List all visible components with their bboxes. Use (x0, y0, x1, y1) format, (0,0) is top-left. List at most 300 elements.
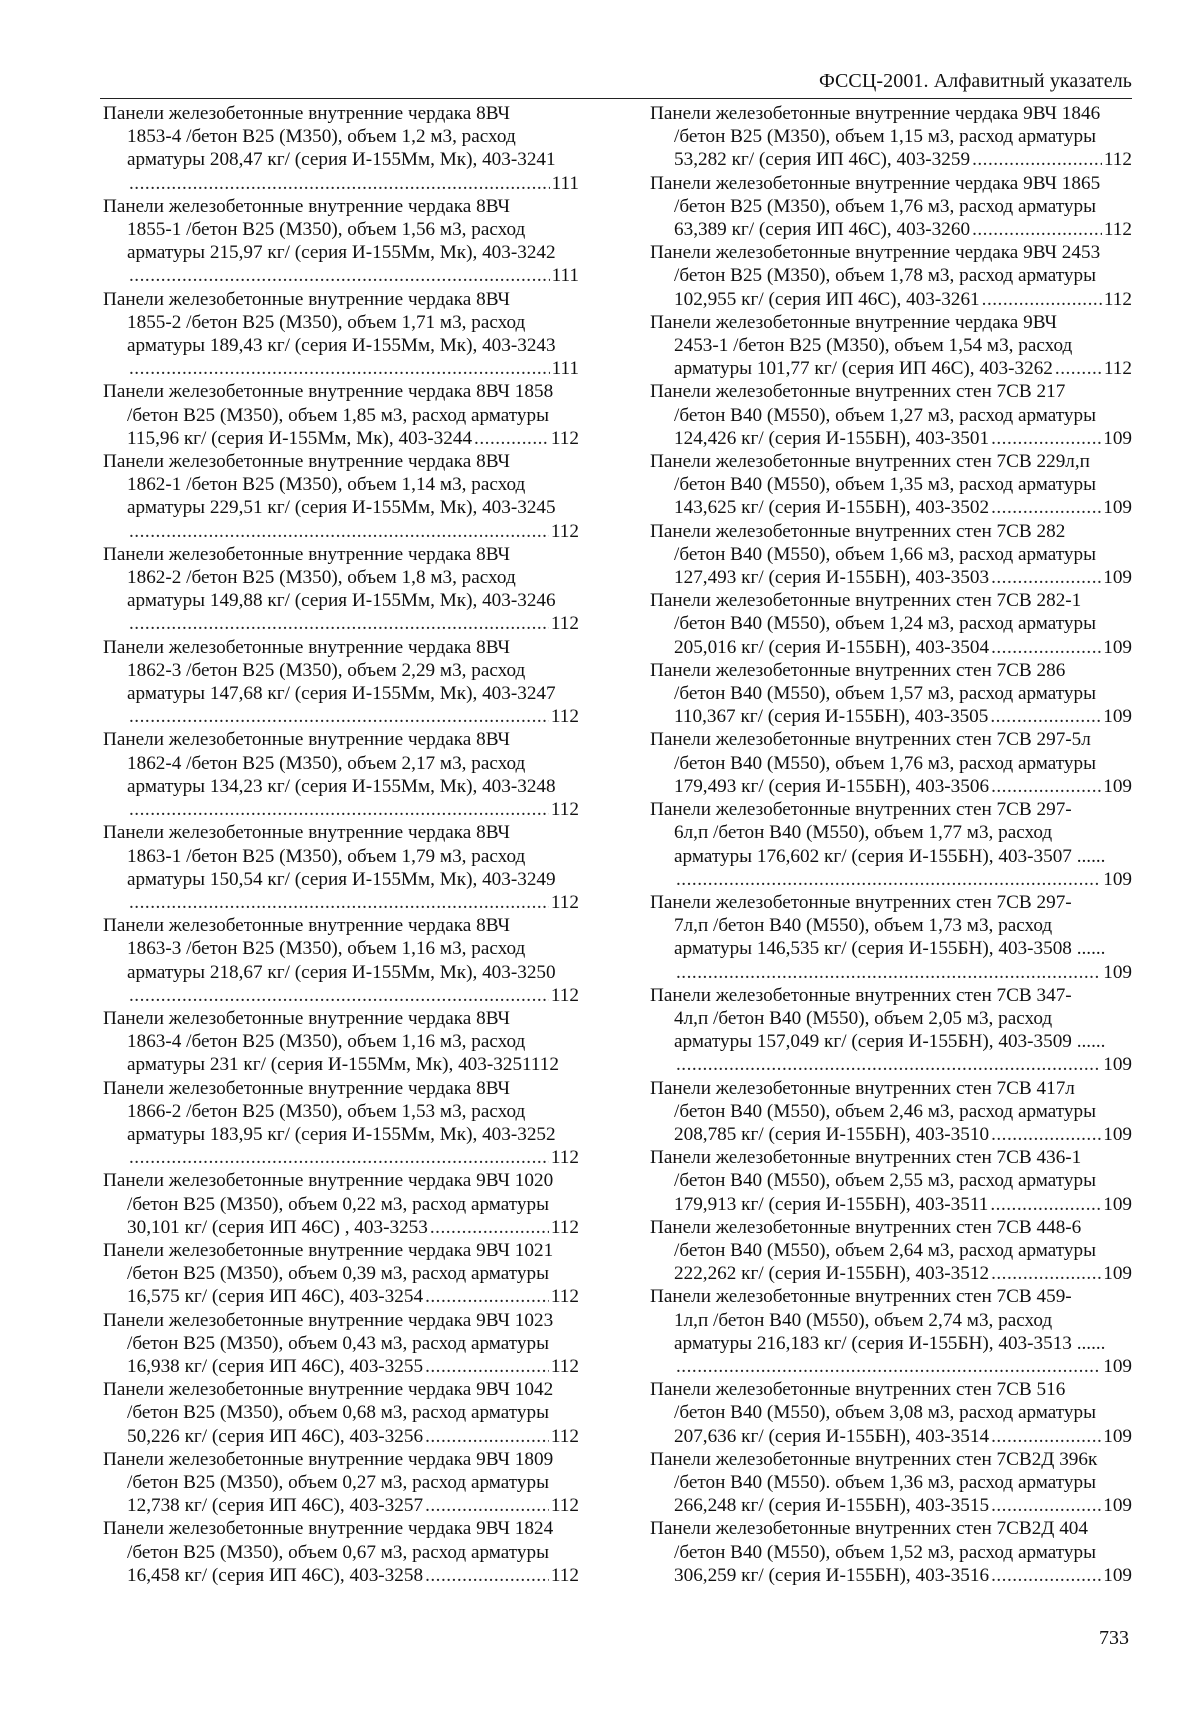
entry-line (650, 868, 1132, 891)
entry-text: Панели железобетонные внутренние чердака 9ВЧ (650, 311, 1058, 333)
entry-text: Панели железобетонные внутренних стен 7СВ 297-5л (650, 729, 1091, 751)
entry-text: арматуры 146,535 кг/ (серия И-155БН), 403-3508 ...... (674, 938, 1106, 960)
dot-leader (991, 496, 1101, 519)
page-number: 733 (1099, 1627, 1129, 1649)
entry-page: 112 (550, 1425, 579, 1447)
entry-page: 109 (1103, 427, 1132, 449)
entry-page: 112 (550, 1495, 579, 1517)
entry-text: /бетон В40 (М550), объем 1,57 м3, расход арматуры (674, 683, 1097, 705)
entry-text: Панели железобетонные внутренние чердака 8ВЧ 1858 (103, 381, 554, 403)
entry-text: 1866-2 /бетон В25 (М350), объем 1,53 м3, расход (127, 1100, 526, 1122)
entry-text: /бетон В40 (М550), объем 1,35 м3, расход арматуры (674, 474, 1097, 496)
entry-line (103, 1100, 579, 1123)
entry-line (650, 427, 1132, 450)
entry-text: Панели железобетонные внутренних стен 7СВ 516 (650, 1379, 1066, 1401)
index-entry (650, 891, 1132, 984)
index-entry (650, 1146, 1132, 1216)
entry-line (650, 1169, 1132, 1192)
entry-line (650, 1541, 1132, 1564)
index-entry (103, 1239, 579, 1309)
entry-line (650, 311, 1132, 334)
dot-leader (129, 798, 549, 821)
entry-text: /бетон В40 (М550), объем 1,76 м3, расход арматуры (674, 752, 1097, 774)
entry-text: 115,96 кг/ (серия И-155Мм, Мк), 403-3244 (127, 427, 473, 449)
entry-text: Панели железобетонные внутренние чердака 9ВЧ 1809 (103, 1448, 554, 1470)
entry-line (103, 288, 579, 311)
entry-text: 179,913 кг/ (серия И-155БН), 403-3511 (674, 1193, 989, 1215)
entry-line (650, 984, 1132, 1007)
entry-line (103, 1309, 579, 1332)
dot-leader (425, 1425, 549, 1448)
dot-leader (430, 1216, 549, 1239)
index-entry (103, 636, 579, 729)
entry-line (650, 1448, 1132, 1471)
entry-line (103, 473, 579, 496)
index-entry (103, 728, 579, 821)
entry-text: /бетон В40 (М550), объем 1,52 м3, расход арматуры (674, 1541, 1097, 1563)
entry-text: Панели железобетонные внутренних стен 7СВ 297- (650, 891, 1072, 913)
entry-line (103, 775, 579, 798)
entry-text: арматуры 189,43 кг/ (серия И-155Мм, Мк), 403-3243 (127, 335, 556, 357)
entry-text: Панели железобетонные внутренних стен 7СВ 347- (650, 984, 1072, 1006)
entry-text: Панели железобетонные внутренних стен 7СВ2Д 396к (650, 1448, 1098, 1470)
dot-leader (990, 705, 1101, 728)
dot-leader (474, 427, 549, 450)
entry-line (650, 1378, 1132, 1401)
index-column-right (650, 102, 1132, 1587)
entry-text: 1862-1 /бетон В25 (М350), объем 1,14 м3, расход (127, 474, 526, 496)
index-entry (650, 1216, 1132, 1286)
entry-line (103, 1564, 579, 1587)
index-entry (650, 589, 1132, 659)
dot-leader (425, 1494, 549, 1517)
entry-text: Панели железобетонные внутренних стен 7СВ 417л (650, 1077, 1075, 1099)
entry-text: 16,938 кг/ (серия ИП 46С), 403-3255 (127, 1355, 424, 1377)
index-entry (103, 914, 579, 1007)
entry-line (650, 1123, 1132, 1146)
entry-page: 112 (550, 1286, 579, 1308)
entry-line (103, 334, 579, 357)
index-entry (650, 450, 1132, 520)
entry-page: 112 (550, 706, 579, 728)
entry-text: Панели железобетонные внутренних стен 7СВ2Д 404 (650, 1518, 1088, 1540)
entry-text: 110,367 кг/ (серия И-155БН), 403-3505 (674, 706, 989, 728)
entry-line (650, 1262, 1132, 1285)
entry-page: 112 (550, 799, 579, 821)
entry-line (103, 1425, 579, 1448)
entry-text: /бетон В40 (М550), объем 1,66 м3, расход арматуры (674, 543, 1097, 565)
entry-text: 1855-1 /бетон В25 (М350), объем 1,56 м3, расход (127, 219, 526, 241)
entry-line (650, 288, 1132, 311)
entry-text: Панели железобетонные внутренние чердака 9ВЧ 1042 (103, 1379, 554, 1401)
entry-line (650, 520, 1132, 543)
entry-line (650, 1425, 1132, 1448)
entry-text: 179,493 кг/ (серия И-155БН), 403-3506 (674, 775, 990, 797)
entry-text: 12,738 кг/ (серия ИП 46С), 403-3257 (127, 1495, 424, 1517)
entry-line (103, 1517, 579, 1540)
entry-line (650, 1494, 1132, 1517)
entry-text: арматуры 183,95 кг/ (серия И-155Мм, Мк), 403-3252 (127, 1123, 556, 1145)
index-entry (650, 241, 1132, 311)
entry-line (650, 891, 1132, 914)
entry-line (650, 589, 1132, 612)
entry-text: 1853-4 /бетон В25 (М350), объем 1,2 м3, расход (127, 126, 516, 148)
index-entry (103, 1169, 579, 1239)
entry-text: 1863-4 /бетон В25 (М350), объем 1,16 м3, расход (127, 1031, 526, 1053)
entry-text: 6л,п /бетон В40 (М550), объем 1,77 м3, расход (674, 822, 1053, 844)
entry-text: арматуры 149,88 кг/ (серия И-155Мм, Мк), 403-3246 (127, 590, 556, 612)
entry-line (650, 496, 1132, 519)
entry-text: 30,101 кг/ (серия ИП 46С) , 403-3253 (127, 1216, 428, 1238)
entry-text: /бетон В25 (М350), объем 0,43 м3, расход арматуры (127, 1332, 550, 1354)
entry-text: /бетон В25 (М350), объем 1,15 м3, расход арматуры (674, 126, 1097, 148)
entry-line (650, 1355, 1132, 1378)
entry-text: арматуры 157,049 кг/ (серия И-155БН), 403-3509 ...... (674, 1031, 1106, 1053)
index-entry (103, 1077, 579, 1170)
entry-text: арматуры 150,54 кг/ (серия И-155Мм, Мк), 403-3249 (127, 868, 556, 890)
entry-page: 109 (1103, 567, 1132, 589)
dot-leader (991, 1425, 1101, 1448)
entry-line (650, 1564, 1132, 1587)
entry-text: Панели железобетонные внутренние чердака 9ВЧ 1021 (103, 1239, 554, 1261)
index-entry (650, 728, 1132, 798)
entry-text: Панели железобетонные внутренние чердака 8ВЧ (103, 195, 511, 217)
entry-page: 112 (550, 520, 579, 542)
entry-line (650, 357, 1132, 380)
index-column-left (103, 102, 579, 1587)
index-entry (103, 195, 579, 288)
entry-text: /бетон В40 (М550), объем 1,27 м3, расход арматуры (674, 404, 1097, 426)
entry-line (103, 1030, 579, 1053)
dot-leader (129, 264, 550, 287)
entry-line (650, 148, 1132, 171)
dot-leader (991, 775, 1101, 798)
entry-line (650, 1239, 1132, 1262)
index-entry (103, 288, 579, 381)
entry-text: Панели железобетонные внутренних стен 7СВ 286 (650, 659, 1066, 681)
entry-text: арматуры 101,77 кг/ (серия ИП 46С), 403-3262 (674, 358, 1053, 380)
entry-text: /бетон В25 (М350), объем 1,78 м3, расход арматуры (674, 265, 1097, 287)
entry-line (103, 1146, 579, 1169)
entry-line (650, 1100, 1132, 1123)
entry-text: Панели железобетонные внутренние чердака 8ВЧ (103, 729, 511, 751)
index-entry (103, 1448, 579, 1518)
entry-text: Панели железобетонные внутренние чердака 9ВЧ 1824 (103, 1518, 554, 1540)
entry-line (103, 404, 579, 427)
entry-page: 109 (1103, 706, 1132, 728)
entry-text: 16,575 кг/ (серия ИП 46С), 403-3254 (127, 1286, 424, 1308)
entry-line (103, 682, 579, 705)
entry-text: 102,955 кг/ (серия ИП 46С), 403-3261 (674, 288, 980, 310)
entry-text: 16,458 кг/ (серия ИП 46С), 403-3258 (127, 1564, 424, 1586)
entry-text: Панели железобетонные внутренние чердака 8ВЧ (103, 103, 511, 124)
entry-line (650, 450, 1132, 473)
entry-page: 109 (1103, 1425, 1132, 1447)
entry-line (103, 752, 579, 775)
entry-text: 53,282 кг/ (серия ИП 46С), 403-3259 (674, 149, 971, 171)
entry-text: /бетон В25 (М350), объем 0,27 м3, расход арматуры (127, 1471, 550, 1493)
entry-page: 109 (1103, 1355, 1132, 1377)
entry-text: арматуры 176,602 кг/ (серия И-155БН), 403-3507 ...... (674, 845, 1106, 867)
entry-line (650, 404, 1132, 427)
dot-leader (129, 984, 549, 1007)
entry-line (103, 1471, 579, 1494)
entry-text: 127,493 кг/ (серия И-155БН), 403-3503 (674, 567, 990, 589)
entry-line (103, 1401, 579, 1424)
entry-line (103, 891, 579, 914)
entry-line (103, 1123, 579, 1146)
entry-page: 109 (1103, 497, 1132, 519)
entry-page: 109 (1103, 636, 1132, 658)
entry-line (650, 172, 1132, 195)
entry-line (650, 914, 1132, 937)
entry-line (650, 543, 1132, 566)
entry-line (650, 845, 1132, 868)
entry-page: 111 (551, 358, 579, 380)
entry-line (650, 1193, 1132, 1216)
dot-leader (991, 566, 1101, 589)
entry-text: арматуры 215,97 кг/ (серия И-155Мм, Мк), 403-3242 (127, 242, 556, 264)
entry-text: /бетон В25 (М350), объем 0,68 м3, расход арматуры (127, 1402, 550, 1424)
entry-page: 112 (1103, 288, 1132, 310)
dot-leader (425, 1564, 549, 1587)
dot-leader (990, 1193, 1101, 1216)
entry-text: арматуры 208,47 кг/ (серия И-155Мм, Мк), 403-3241 (127, 149, 556, 171)
index-entry (650, 1077, 1132, 1147)
entry-line (103, 427, 579, 450)
entry-line (650, 1285, 1132, 1308)
entry-text: 1862-2 /бетон В25 (М350), объем 1,8 м3, расход (127, 567, 516, 589)
dot-leader (676, 868, 1101, 891)
dot-leader (129, 705, 549, 728)
entry-line (650, 682, 1132, 705)
entry-text: Панели железобетонные внутренние чердака 8ВЧ (103, 543, 511, 565)
entry-line (650, 473, 1132, 496)
entry-text: арматуры 147,68 кг/ (серия И-155Мм, Мк), 403-3247 (127, 683, 556, 705)
entry-line (103, 241, 579, 264)
entry-line (103, 937, 579, 960)
dot-leader (1055, 357, 1102, 380)
entry-text: 7л,п /бетон В40 (М550), объем 1,73 м3, расход (674, 915, 1053, 937)
entry-text: /бетон В40 (М550), объем 3,08 м3, расход арматуры (674, 1402, 1097, 1424)
entry-line (650, 1007, 1132, 1030)
entry-line (650, 1146, 1132, 1169)
entry-text: Панели железобетонные внутренние чердака 8ВЧ (103, 822, 511, 844)
entry-page: 109 (1103, 1495, 1132, 1517)
entry-line (650, 125, 1132, 148)
entry-text: 4л,п /бетон В40 (М550), объем 2,05 м3, расход (674, 1007, 1053, 1029)
entry-text: Панели железобетонные внутренние чердака 9ВЧ 1023 (103, 1309, 554, 1331)
entry-text: /бетон В25 (М350), объем 1,85 м3, расход арматуры (127, 404, 550, 426)
entry-text: /бетон В25 (М350), объем 0,22 м3, расход арматуры (127, 1193, 550, 1215)
entry-line (103, 1053, 579, 1076)
entry-text: 63,389 кг/ (серия ИП 46С), 403-3260 (674, 219, 971, 241)
entry-page: 109 (1103, 1263, 1132, 1285)
entry-text: /бетон В40 (М550), объем 2,46 м3, расход арматуры (674, 1100, 1097, 1122)
entry-line (103, 1216, 579, 1239)
index-entry (650, 172, 1132, 242)
entry-text: Панели железобетонные внутренние чердака 8ВЧ (103, 915, 511, 937)
entry-line (650, 961, 1132, 984)
index-entry (650, 1517, 1132, 1587)
index-entry (650, 520, 1132, 590)
entry-line (103, 1541, 579, 1564)
index-entry (103, 1007, 579, 1077)
entry-text: Панели железобетонные внутренние чердака 8ВЧ (103, 1007, 511, 1029)
entry-line (103, 1332, 579, 1355)
entry-text: Панели железобетонные внутренних стен 7СВ 217 (650, 381, 1066, 403)
index-entry (650, 659, 1132, 729)
entry-text: /бетон В40 (М550), объем 1,24 м3, расход арматуры (674, 613, 1097, 635)
entry-line (650, 1030, 1132, 1053)
entry-text: 1863-3 /бетон В25 (М350), объем 1,16 м3, расход (127, 938, 526, 960)
index-entry (103, 1378, 579, 1448)
dot-leader (129, 891, 549, 914)
entry-line (650, 380, 1132, 403)
entry-page: 112 (550, 427, 579, 449)
index-entry (650, 102, 1132, 172)
entry-text: Панели железобетонные внутренние чердака 9ВЧ 2453 (650, 242, 1101, 264)
index-entry (103, 543, 579, 636)
dot-leader (972, 218, 1102, 241)
entry-text: 306,259 кг/ (серия И-155БН), 403-3516 (674, 1564, 990, 1586)
entry-line (650, 752, 1132, 775)
entry-line (103, 914, 579, 937)
entry-line (650, 264, 1132, 287)
entry-line (650, 775, 1132, 798)
entry-line (103, 821, 579, 844)
entry-line (103, 264, 579, 287)
entry-page: 109 (1103, 1564, 1132, 1586)
index-entry (650, 798, 1132, 891)
entry-text: /бетон В40 (М550), объем 2,55 м3, расход арматуры (674, 1170, 1097, 1192)
entry-line (103, 1193, 579, 1216)
dot-leader (129, 612, 549, 635)
entry-line (103, 543, 579, 566)
dot-leader (425, 1285, 549, 1308)
entry-page: 112 (550, 613, 579, 635)
entry-text: 205,016 кг/ (серия И-155БН), 403-3504 (674, 636, 990, 658)
entry-text: Панели железобетонные внутренних стен 7СВ 459- (650, 1286, 1072, 1308)
entry-line (103, 961, 579, 984)
entry-line (103, 357, 579, 380)
entry-page: 111 (551, 172, 579, 194)
entry-line (650, 659, 1132, 682)
dot-leader (991, 1123, 1101, 1146)
dot-leader (991, 636, 1101, 659)
entry-line (103, 496, 579, 519)
entry-text: 208,785 кг/ (серия И-155БН), 403-3510 (674, 1123, 990, 1145)
entry-page: 112 (550, 891, 579, 913)
dot-leader (425, 1355, 549, 1378)
entry-text: Панели железобетонные внутренние чердака 9ВЧ 1865 (650, 172, 1101, 194)
dot-leader (129, 172, 550, 195)
entry-line (103, 520, 579, 543)
entry-page: 112 (550, 1564, 579, 1586)
entry-line (103, 102, 579, 125)
entry-text: Панели железобетонные внутренних стен 7СВ 229л,п (650, 451, 1090, 473)
entry-text: Панели железобетонные внутренние чердака 8ВЧ (103, 1077, 511, 1099)
entry-text: /бетон В40 (М550), объем 2,64 м3, расход арматуры (674, 1239, 1097, 1261)
entry-page: 112 (550, 1355, 579, 1377)
entry-line (650, 937, 1132, 960)
entry-text: 1862-3 /бетон В25 (М350), объем 2,29 м3, расход (127, 659, 526, 681)
entry-text: Панели железобетонные внутренних стен 7СВ 436-1 (650, 1147, 1082, 1169)
index-entry (650, 1285, 1132, 1378)
entry-text: 1862-4 /бетон В25 (М350), объем 2,17 м3, расход (127, 752, 526, 774)
entry-line (103, 1378, 579, 1401)
entry-text: 143,625 кг/ (серия И-155БН), 403-3502 (674, 497, 990, 519)
entry-text: арматуры 231 кг/ (серия И-155Мм, Мк), 403-3251112 (127, 1054, 559, 1076)
entry-line (103, 218, 579, 241)
entry-line (103, 311, 579, 334)
index-entry (650, 984, 1132, 1077)
dot-leader (676, 1053, 1101, 1076)
entry-text: 207,636 кг/ (серия И-155БН), 403-3514 (674, 1425, 990, 1447)
entry-text: /бетон В25 (М350), объем 1,76 м3, расход арматуры (674, 195, 1097, 217)
entry-text: 1855-2 /бетон В25 (М350), объем 1,71 м3, расход (127, 311, 526, 333)
dot-leader (991, 1494, 1101, 1517)
entry-line (103, 1077, 579, 1100)
dot-leader (676, 1355, 1101, 1378)
entry-line (103, 636, 579, 659)
entry-line (650, 612, 1132, 635)
dot-leader (129, 520, 549, 543)
entry-text: Панели железобетонные внутренние чердака 9ВЧ 1846 (650, 103, 1101, 124)
entry-text: Панели железобетонные внутренних стен 7СВ 282-1 (650, 590, 1082, 612)
entry-text: Панели железобетонные внутренних стен 7СВ 448-6 (650, 1216, 1082, 1238)
entry-text: 2453-1 /бетон В25 (М350), объем 1,54 м3, расход (674, 335, 1073, 357)
entry-text: Панели железобетонные внутренние чердака 8ВЧ (103, 451, 511, 473)
entry-page: 112 (550, 1147, 579, 1169)
entry-line (103, 148, 579, 171)
entry-text: 50,226 кг/ (серия ИП 46С), 403-3256 (127, 1425, 424, 1447)
index-entry (103, 380, 579, 450)
entry-line (103, 380, 579, 403)
dot-leader (991, 1262, 1101, 1285)
entry-line (103, 1355, 579, 1378)
entry-line (103, 1285, 579, 1308)
entry-line (650, 1517, 1132, 1540)
entry-text: 1л,п /бетон В40 (М550), объем 2,74 м3, расход (674, 1309, 1053, 1331)
entry-page: 109 (1103, 1193, 1132, 1215)
entry-line (650, 1077, 1132, 1100)
entry-page: 112 (1103, 219, 1132, 241)
index-entry (103, 450, 579, 543)
entry-line (103, 172, 579, 195)
entry-page: 109 (1103, 1123, 1132, 1145)
entry-line (103, 705, 579, 728)
entry-text: арматуры 216,183 кг/ (серия И-155БН), 403-3513 ...... (674, 1332, 1106, 1354)
entry-line (103, 659, 579, 682)
entry-text: /бетон В25 (М350), объем 0,39 м3, расход арматуры (127, 1263, 550, 1285)
entry-line (103, 984, 579, 1007)
entry-line (103, 1262, 579, 1285)
entry-text: 266,248 кг/ (серия И-155БН), 403-3515 (674, 1495, 990, 1517)
entry-text: арматуры 218,67 кг/ (серия И-155Мм, Мк), 403-3250 (127, 961, 556, 983)
entry-page: 112 (550, 1216, 579, 1238)
page-header (100, 64, 1132, 99)
entry-text: /бетон В25 (М350), объем 0,67 м3, расход арматуры (127, 1541, 550, 1563)
dot-leader (982, 288, 1102, 311)
entry-line (103, 845, 579, 868)
entry-text: /бетон В40 (М550). объем 1,36 м3, расход арматуры (674, 1471, 1097, 1493)
dot-leader (991, 427, 1101, 450)
entry-page: 109 (1103, 1054, 1132, 1076)
entry-line (650, 1216, 1132, 1239)
index-entry (650, 1448, 1132, 1518)
entry-line (650, 1053, 1132, 1076)
